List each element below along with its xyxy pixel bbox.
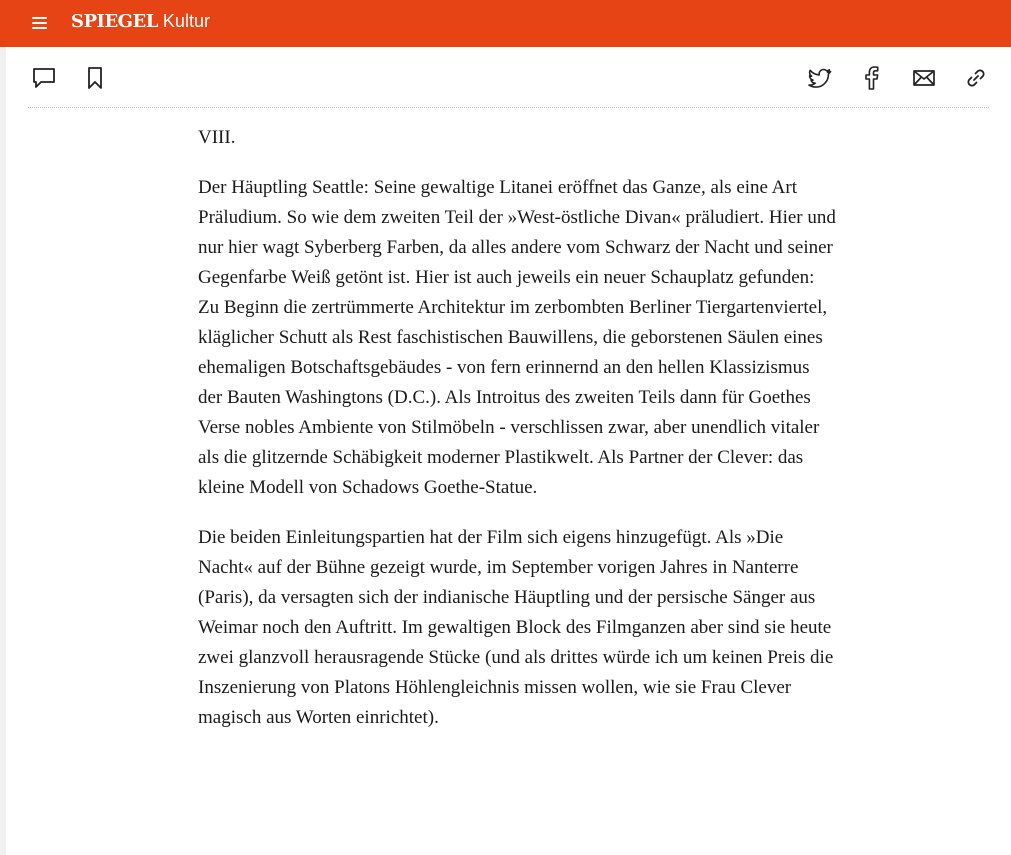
mail-icon[interactable]: [911, 65, 937, 91]
twitter-icon[interactable]: [807, 65, 833, 91]
link-icon[interactable]: [963, 65, 989, 91]
article-heading-numeral: VIII.: [198, 127, 236, 148]
bookmark-icon[interactable]: [82, 65, 108, 91]
section-name[interactable]: Kultur: [162, 11, 210, 31]
menu-icon[interactable]: [30, 14, 50, 32]
brand[interactable]: [71, 11, 210, 37]
brand-logo[interactable]: SPIEGEL: [71, 11, 158, 32]
facebook-icon[interactable]: [859, 65, 885, 91]
article-paragraph: Der Häuptling Seattle: Seine gewaltige Litanei eröffnet das Ganze, als eine Art Präludium. So wie dem zweiten Teil der »West-östliche Divan« präludiert. Hier und nur hier wagt Syberberg Farben, da alles andere vom Schwarz der Nacht und seiner Gegenfarbe Weiß getönt ist. Hier ist auch jeweils ein neuer Schauplatz gefunden: Zu Beginn die zertrümmerte Architektur im zerbombten Berliner Tiergartenviertel, kläglicher Schutt als Rest faschistischen Bauwillens, die geborstenen Säulen eines ehemaligen Botschaftsgebäudes - von fern erinnernd an den hellen Klassizismus der Bauten Washingtons (D.C.). Als Introitus des zweiten Teils dann für Goethes Verse nobles Ambiente von Stilmöbeln - verschlissen zwar, aber unendlich vitaler als die glitzernde Schäbigkeit moderner Plastikwelt. Als Partner der Clever: das kleine Modell von Schadows Goethe-Statue.: [198, 177, 836, 498]
article-toolbar: [28, 47, 989, 108]
left-border: [0, 47, 6, 855]
article-paragraph: Die beiden Einleitungspartien hat der Film sich eigens hinzugefügt. Als »Die Nacht« auf der Bühne gezeigt wurde, im September vorigen Jahres in Nanterre (Paris), da versagten sich der indianische Häuptling und der persische Sänger aus Weimar noch den Auftritt. Im gewaltigen Block des Filmganzen aber sind sie heute zwei glanzvoll herausragende Stücke (und als drittes würde ich um keinen Preis die Inszenierung von Platons Höhlengleichnis missen wollen, wie sie Frau Clever magisch aus Worten einrichtet).: [198, 527, 834, 728]
top-bar: [0, 0, 1011, 47]
article-body: [198, 123, 838, 753]
comment-icon[interactable]: [31, 65, 57, 91]
